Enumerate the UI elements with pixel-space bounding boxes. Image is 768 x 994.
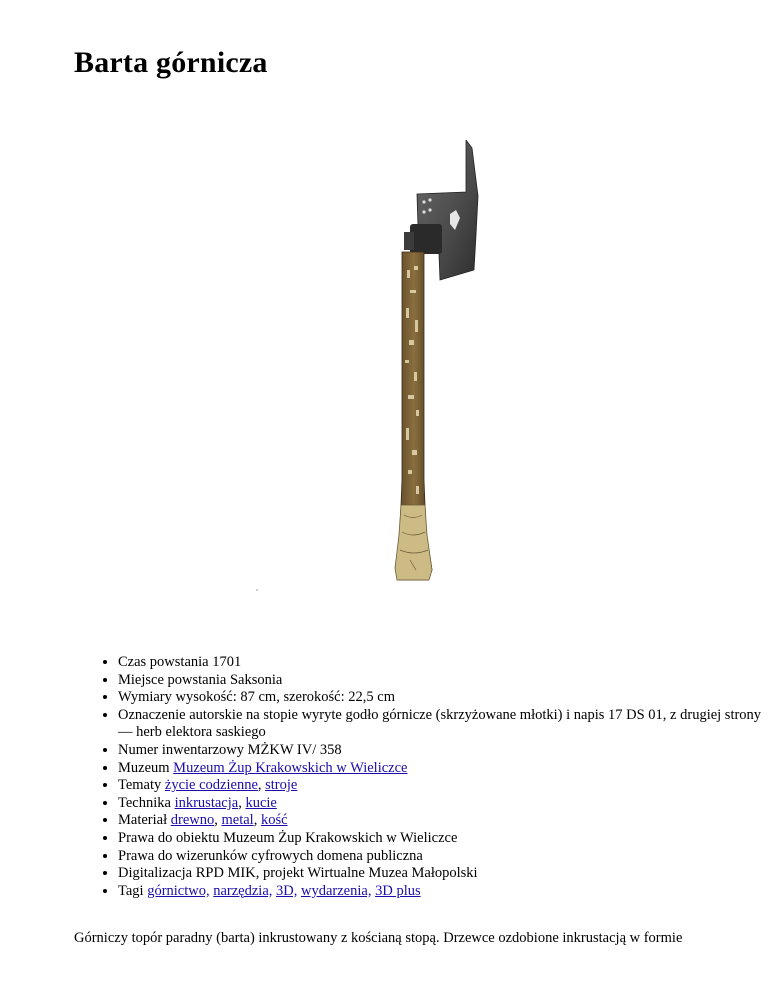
technique-link-inkrustacja[interactable]: inkrustacja <box>174 794 239 811</box>
material-link-drewno[interactable]: drewno <box>170 812 215 829</box>
material-link-kosc[interactable]: kość <box>260 812 288 829</box>
tag-link-3d[interactable]: 3D, <box>276 882 298 899</box>
meta-item-material: • Materiał drewno, metal, kość <box>118 812 768 830</box>
object-metadata-list <box>74 654 768 900</box>
meta-item-miejsce-powstania: • Miejsce powstania Saksonia <box>118 672 768 690</box>
meta-item-tematy: • Tematy życie codzienne, stroje <box>118 777 768 795</box>
miners-axe-image <box>380 140 500 590</box>
tag-link-3d-plus[interactable]: 3D plus <box>375 882 421 899</box>
meta-item-prawa-do-wizerunkow: • Prawa do wizerunków cyfrowych domena publiczna <box>118 848 768 866</box>
meta-item-prawa-do-obiektu: • Prawa do obiektu Muzeum Żup Krakowskich w Wieliczce <box>118 830 768 848</box>
technique-link-kucie[interactable]: kucie <box>245 794 277 811</box>
decorative-dot <box>256 589 258 591</box>
topic-link-zycie-codzienne[interactable]: życie codzienne <box>164 777 258 794</box>
meta-item-tagi: • Tagi górnictwo, narzędzia, 3D, wydarzenia, 3D plus <box>118 883 768 901</box>
material-link-metal[interactable]: metal <box>221 812 254 829</box>
museum-link[interactable]: Muzeum Żup Krakowskich w Wieliczce <box>173 759 408 776</box>
meta-item-czas-powstania: • Czas powstania 1701 <box>118 654 768 672</box>
meta-item-wymiary: • Wymiary wysokość: 87 cm, szerokość: 22,5 cm <box>118 689 768 707</box>
meta-item-oznaczenie-autorskie: • Oznaczenie autorskie na stopie wyryte godło górnicze (skrzyżowane młotki) i napis 17 DS 01, z drugiej strony — herb elektora saskiego <box>118 707 768 742</box>
topic-link-stroje[interactable]: stroje <box>265 777 298 794</box>
meta-item-muzeum: • Muzeum Muzeum Żup Krakowskich w Wieliczce <box>118 760 768 778</box>
tag-link-wydarzenia[interactable]: wydarzenia, <box>301 882 372 899</box>
meta-item-digitalizacja: • Digitalizacja RPD MIK, projekt Wirtualne Muzea Małopolski <box>118 865 768 883</box>
meta-item-technika: • Technika inkrustacja, kucie <box>118 795 768 813</box>
page-title: Barta górnicza <box>74 46 268 79</box>
tag-link-narzedzia[interactable]: narzędzia, <box>213 882 273 899</box>
object-description: Górniczy topór paradny (barta) inkrustowany z kościaną stopą. Drzewce ozdobione inkrustacją w formie <box>74 930 683 946</box>
tag-link-gornictwo[interactable]: górnictwo, <box>147 882 210 899</box>
meta-item-numer-inwentarzowy: • Numer inwentarzowy MŻKW IV/ 358 <box>118 742 768 760</box>
